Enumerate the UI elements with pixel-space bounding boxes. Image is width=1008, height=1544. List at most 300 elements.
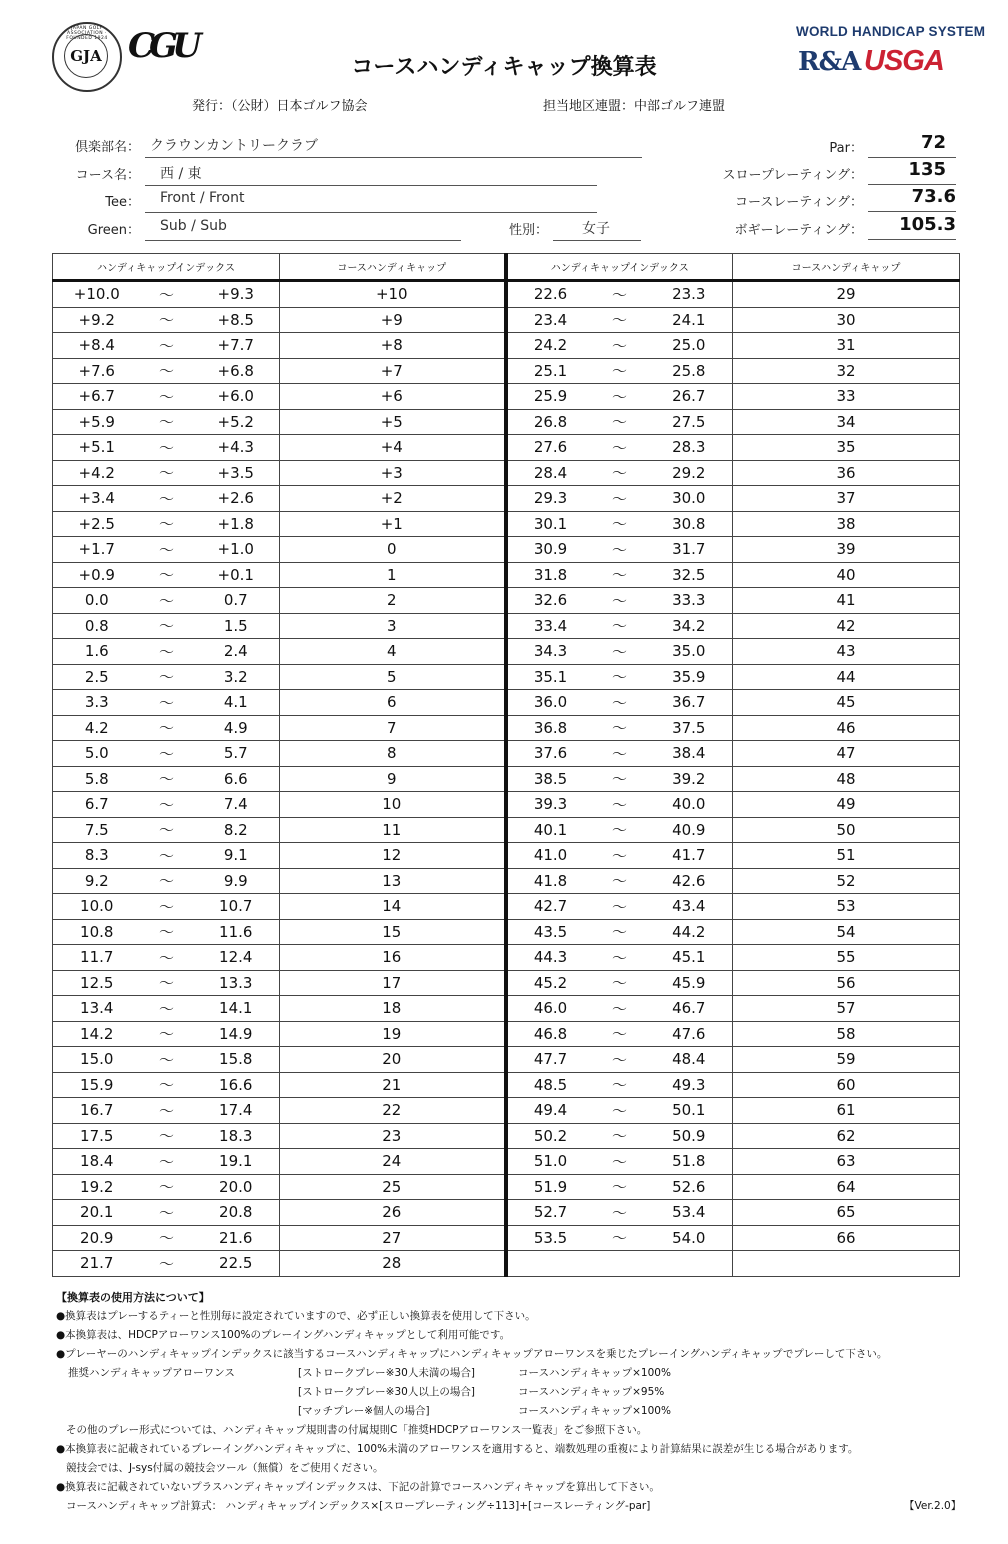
range-tilde: ～ — [141, 1200, 193, 1226]
range-tilde: ～ — [141, 1021, 193, 1047]
course-handicap: 4 — [280, 639, 506, 665]
course-handicap: 10 — [280, 792, 506, 818]
table-row — [53, 1225, 960, 1251]
index-from: 34.3 — [506, 639, 594, 665]
index-to: 11.6 — [193, 919, 280, 945]
region-federation: 担当地区連盟：中部ゴルフ連盟 — [543, 99, 726, 114]
index-to: 2.4 — [193, 639, 280, 665]
range-tilde: ～ — [141, 639, 193, 665]
course-handicap: 52 — [733, 868, 960, 894]
range-tilde: ～ — [141, 358, 193, 384]
index-to: 41.7 — [646, 843, 733, 869]
ra-logo: R&A — [798, 47, 861, 77]
table-row — [53, 511, 960, 537]
course-handicap: 48 — [733, 766, 960, 792]
par-underline — [868, 157, 956, 158]
index-to: 26.7 — [646, 384, 733, 410]
course-handicap: 26 — [280, 1200, 506, 1226]
range-tilde: ～ — [141, 817, 193, 843]
page-title: コースハンディキャップ換算表 — [351, 55, 657, 80]
index-to: 19.1 — [193, 1149, 280, 1175]
index-to: 40.9 — [646, 817, 733, 843]
range-tilde: ～ — [594, 588, 646, 614]
version-label: 【Ver.2.0】 — [904, 1500, 962, 1512]
index-from: 1.6 — [53, 639, 141, 665]
index-from: 21.7 — [53, 1251, 141, 1277]
index-to: 36.7 — [646, 690, 733, 716]
course-handicap: 66 — [733, 1225, 960, 1251]
index-from: 6.7 — [53, 792, 141, 818]
index-to: 18.3 — [193, 1123, 280, 1149]
table-row — [53, 537, 960, 563]
index-to: 16.6 — [193, 1072, 280, 1098]
index-from: 30.1 — [506, 511, 594, 537]
index-to: 53.4 — [646, 1200, 733, 1226]
index-to: 4.1 — [193, 690, 280, 716]
jga-ring-text: JAPAN GOLF ASSOCIATION · FOUNDED 1924 — [66, 26, 108, 41]
index-to: 39.2 — [646, 766, 733, 792]
course-handicap: 45 — [733, 690, 960, 716]
note-1: ●換算表はプレーするティーと性別毎に設定されていますので、必ず正しい換算表を使用して下さい。 — [56, 1310, 536, 1322]
range-tilde: ～ — [141, 894, 193, 920]
course-handicap: 56 — [733, 970, 960, 996]
range-tilde: ～ — [594, 690, 646, 716]
index-from: 48.5 — [506, 1072, 594, 1098]
index-to: 30.8 — [646, 511, 733, 537]
index-to: 34.2 — [646, 613, 733, 639]
range-tilde: ～ — [141, 868, 193, 894]
course-handicap: 19 — [280, 1021, 506, 1047]
course-handicap: 41 — [733, 588, 960, 614]
notes-heading: 【換算表の使用方法について】 — [56, 1291, 210, 1304]
index-to: 14.1 — [193, 996, 280, 1022]
course-handicap: 16 — [280, 945, 506, 971]
range-tilde: ～ — [594, 1021, 646, 1047]
range-tilde: ～ — [141, 690, 193, 716]
index-to: 3.2 — [193, 664, 280, 690]
course-handicap: 24 — [280, 1149, 506, 1175]
course-rating-value: 73.6 — [911, 186, 956, 207]
index-from: 42.7 — [506, 894, 594, 920]
allowance-value-3: コースハンディキャップ×100% — [518, 1405, 671, 1417]
course-handicap: 22 — [280, 1098, 506, 1124]
course-handicap: +1 — [280, 511, 506, 537]
course-handicap: 63 — [733, 1149, 960, 1175]
table-row — [53, 460, 960, 486]
index-to: 7.4 — [193, 792, 280, 818]
range-tilde: ～ — [594, 486, 646, 512]
index-to: 50.9 — [646, 1123, 733, 1149]
index-to: 50.1 — [646, 1098, 733, 1124]
index-to: +6.0 — [193, 384, 280, 410]
index-from: +6.7 — [53, 384, 141, 410]
index-from: 8.3 — [53, 843, 141, 869]
index-from: +8.4 — [53, 333, 141, 359]
index-to: 20.8 — [193, 1200, 280, 1226]
index-to: 37.5 — [646, 715, 733, 741]
conversion-table — [52, 253, 960, 1277]
index-from: 36.0 — [506, 690, 594, 716]
empty-cell — [506, 1251, 733, 1277]
range-tilde: ～ — [141, 562, 193, 588]
index-to: +4.3 — [193, 435, 280, 461]
range-tilde: ～ — [594, 511, 646, 537]
index-from: 5.0 — [53, 741, 141, 767]
range-tilde: ～ — [141, 919, 193, 945]
course-handicap: 23 — [280, 1123, 506, 1149]
course-rating-underline — [868, 211, 956, 212]
range-tilde: ～ — [141, 945, 193, 971]
index-from: 7.5 — [53, 817, 141, 843]
course-handicap: 49 — [733, 792, 960, 818]
range-tilde: ～ — [594, 537, 646, 563]
index-from: 10.0 — [53, 894, 141, 920]
publisher: 発行：（公財）日本ゴルフ協会 — [192, 99, 368, 114]
range-tilde: ～ — [594, 358, 646, 384]
table-row — [53, 945, 960, 971]
allowance-value-2: コースハンディキャップ×95% — [518, 1386, 665, 1398]
course-handicap: 8 — [280, 741, 506, 767]
range-tilde: ～ — [594, 562, 646, 588]
range-tilde: ～ — [141, 1072, 193, 1098]
course-handicap: 44 — [733, 664, 960, 690]
header-index-right: ハンディキャップインデックス — [506, 254, 733, 281]
course-handicap: 64 — [733, 1174, 960, 1200]
course-handicap: 53 — [733, 894, 960, 920]
index-to: 25.8 — [646, 358, 733, 384]
index-from: 11.7 — [53, 945, 141, 971]
index-from: 23.4 — [506, 307, 594, 333]
index-to: 35.9 — [646, 664, 733, 690]
range-tilde: ～ — [594, 945, 646, 971]
table-row — [53, 588, 960, 614]
range-tilde: ～ — [594, 1123, 646, 1149]
index-to: 9.9 — [193, 868, 280, 894]
tee-label: Tee： — [105, 195, 140, 210]
range-tilde: ～ — [594, 281, 646, 308]
green-underline — [145, 240, 461, 241]
range-tilde: ～ — [141, 307, 193, 333]
index-from: 0.0 — [53, 588, 141, 614]
range-tilde: ～ — [141, 511, 193, 537]
index-to: 40.0 — [646, 792, 733, 818]
table-row — [53, 843, 960, 869]
course-handicap: +6 — [280, 384, 506, 410]
table-row — [53, 307, 960, 333]
club-label: 倶楽部名： — [74, 140, 140, 155]
course-handicap: 30 — [733, 307, 960, 333]
course-handicap: 2 — [280, 588, 506, 614]
index-to: 14.9 — [193, 1021, 280, 1047]
index-from: 45.2 — [506, 970, 594, 996]
usage-notes — [56, 1288, 956, 1516]
range-tilde: ～ — [594, 715, 646, 741]
course-handicap: 7 — [280, 715, 506, 741]
gender-label: 性別： — [508, 223, 548, 238]
index-from: 16.7 — [53, 1098, 141, 1124]
index-from: 13.4 — [53, 996, 141, 1022]
allowance-format-2: [ストロークプレー※30人以上の場合] — [298, 1386, 475, 1398]
index-from: 28.4 — [506, 460, 594, 486]
table-row — [53, 996, 960, 1022]
course-handicap: 21 — [280, 1072, 506, 1098]
range-tilde: ～ — [594, 1072, 646, 1098]
range-tilde: ～ — [594, 741, 646, 767]
index-to: +9.3 — [193, 281, 280, 308]
index-to: 31.7 — [646, 537, 733, 563]
table-row — [53, 1047, 960, 1073]
course-handicap: 46 — [733, 715, 960, 741]
index-from: +9.2 — [53, 307, 141, 333]
course-handicap: 27 — [280, 1225, 506, 1251]
index-from: +5.1 — [53, 435, 141, 461]
green-label: Green： — [87, 223, 140, 238]
range-tilde: ～ — [594, 1149, 646, 1175]
index-from: 49.4 — [506, 1098, 594, 1124]
course-handicap: 18 — [280, 996, 506, 1022]
table-row — [53, 435, 960, 461]
table-row — [53, 1149, 960, 1175]
course-handicap: 39 — [733, 537, 960, 563]
index-to: 12.4 — [193, 945, 280, 971]
slope-label: スロープレーティング： — [722, 168, 863, 183]
green-value: Sub / Sub — [160, 218, 227, 234]
table-row — [53, 664, 960, 690]
tee-value: Front / Front — [160, 190, 245, 206]
course-handicap: +9 — [280, 307, 506, 333]
index-to: 30.0 — [646, 486, 733, 512]
course-handicap: 65 — [733, 1200, 960, 1226]
range-tilde: ～ — [141, 613, 193, 639]
note-3: ●プレーヤーのハンディキャップインデックスに該当するコースハンディキャップにハンディキャップアローワンスを乗じたプレーイングハンディキャップでプレーして下さい。 — [56, 1348, 888, 1360]
table-row — [53, 1098, 960, 1124]
index-from: 51.0 — [506, 1149, 594, 1175]
range-tilde: ～ — [141, 1123, 193, 1149]
index-to: 45.9 — [646, 970, 733, 996]
gender-value: 女子 — [582, 221, 610, 237]
range-tilde: ～ — [594, 384, 646, 410]
index-from: +2.5 — [53, 511, 141, 537]
index-to: 29.2 — [646, 460, 733, 486]
index-to: 35.0 — [646, 639, 733, 665]
index-to: 54.0 — [646, 1225, 733, 1251]
course-handicap: 51 — [733, 843, 960, 869]
index-to: +6.8 — [193, 358, 280, 384]
index-to: +1.8 — [193, 511, 280, 537]
index-to: 24.1 — [646, 307, 733, 333]
range-tilde: ～ — [594, 843, 646, 869]
table-row — [53, 639, 960, 665]
par-label: Par： — [829, 141, 863, 156]
index-from: 53.5 — [506, 1225, 594, 1251]
table-row — [53, 690, 960, 716]
index-from: 41.8 — [506, 868, 594, 894]
index-from: +5.9 — [53, 409, 141, 435]
index-from: 15.9 — [53, 1072, 141, 1098]
index-from: 18.4 — [53, 1149, 141, 1175]
range-tilde: ～ — [594, 792, 646, 818]
range-tilde: ～ — [141, 486, 193, 512]
index-to: +1.0 — [193, 537, 280, 563]
table-row — [53, 1021, 960, 1047]
index-from: 47.7 — [506, 1047, 594, 1073]
index-from: 20.9 — [53, 1225, 141, 1251]
course-rating-label: コースレーティング： — [734, 195, 863, 210]
index-to: 38.4 — [646, 741, 733, 767]
index-from: 25.1 — [506, 358, 594, 384]
table-row — [53, 792, 960, 818]
tee-underline — [145, 212, 597, 213]
index-to: 17.4 — [193, 1098, 280, 1124]
table-row — [53, 970, 960, 996]
index-to: 25.0 — [646, 333, 733, 359]
course-handicap: 57 — [733, 996, 960, 1022]
index-to: 47.6 — [646, 1021, 733, 1047]
club-underline — [145, 157, 642, 158]
course-handicap: 42 — [733, 613, 960, 639]
table-row — [53, 409, 960, 435]
range-tilde: ～ — [141, 970, 193, 996]
range-tilde: ～ — [594, 435, 646, 461]
index-from: 12.5 — [53, 970, 141, 996]
course-handicap: +5 — [280, 409, 506, 435]
index-to: 48.4 — [646, 1047, 733, 1073]
table-row — [53, 486, 960, 512]
index-to: 0.7 — [193, 588, 280, 614]
course-handicap: 0 — [280, 537, 506, 563]
note-8: コースハンディキャップ計算式： ハンディキャップインデックス×[スロープレーティング÷113]+[コースレーティング-par] — [66, 1500, 651, 1512]
index-from: 30.9 — [506, 537, 594, 563]
par-value: 72 — [920, 132, 946, 153]
table-row — [53, 1174, 960, 1200]
course-handicap: 13 — [280, 868, 506, 894]
index-to: 51.8 — [646, 1149, 733, 1175]
range-tilde: ～ — [141, 996, 193, 1022]
range-tilde: ～ — [594, 868, 646, 894]
course-handicap: 55 — [733, 945, 960, 971]
course-handicap: 33 — [733, 384, 960, 410]
index-from: 0.8 — [53, 613, 141, 639]
allowance-row-3 — [56, 1402, 956, 1421]
table-row — [53, 384, 960, 410]
index-from: +3.4 — [53, 486, 141, 512]
cgu-logo: CGU — [128, 26, 196, 66]
index-to: +0.1 — [193, 562, 280, 588]
index-from: 14.2 — [53, 1021, 141, 1047]
index-to: 1.5 — [193, 613, 280, 639]
index-from: +4.2 — [53, 460, 141, 486]
range-tilde: ～ — [141, 384, 193, 410]
course-handicap: 38 — [733, 511, 960, 537]
course-handicap: +7 — [280, 358, 506, 384]
slope-value: 135 — [908, 159, 946, 180]
index-from: 46.8 — [506, 1021, 594, 1047]
range-tilde: ～ — [141, 1047, 193, 1073]
index-to: 22.5 — [193, 1251, 280, 1277]
index-from: 38.5 — [506, 766, 594, 792]
index-to: 43.4 — [646, 894, 733, 920]
range-tilde: ～ — [594, 409, 646, 435]
course-handicap: 60 — [733, 1072, 960, 1098]
course-name: 西 / 東 — [160, 166, 202, 182]
course-handicap: 36 — [733, 460, 960, 486]
header-index-left: ハンディキャップインデックス — [53, 254, 280, 281]
jga-monogram: GJA — [64, 34, 108, 78]
bogey-value: 105.3 — [899, 214, 956, 235]
index-from: +0.9 — [53, 562, 141, 588]
range-tilde: ～ — [594, 817, 646, 843]
course-handicap: +2 — [280, 486, 506, 512]
gender-underline — [553, 240, 641, 241]
course-handicap: 62 — [733, 1123, 960, 1149]
index-to: +5.2 — [193, 409, 280, 435]
range-tilde: ～ — [141, 588, 193, 614]
index-to: 15.8 — [193, 1047, 280, 1073]
index-from: 43.5 — [506, 919, 594, 945]
index-from: 51.9 — [506, 1174, 594, 1200]
course-handicap: 28 — [280, 1251, 506, 1277]
allowance-format-3: [マッチプレー※個人の場合] — [298, 1405, 430, 1417]
index-from: +10.0 — [53, 281, 141, 308]
index-to: 28.3 — [646, 435, 733, 461]
whs-logo-text: WORLD HANDICAP SYSTEM — [796, 24, 986, 39]
course-handicap: +8 — [280, 333, 506, 359]
range-tilde: ～ — [594, 919, 646, 945]
course-handicap: 61 — [733, 1098, 960, 1124]
course-handicap: 17 — [280, 970, 506, 996]
header-ch-right: コースハンディキャップ — [733, 254, 960, 281]
range-tilde: ～ — [594, 1098, 646, 1124]
table-row — [53, 613, 960, 639]
range-tilde: ～ — [141, 664, 193, 690]
index-from: 17.5 — [53, 1123, 141, 1149]
index-to: 8.2 — [193, 817, 280, 843]
course-label: コース名： — [75, 168, 140, 183]
index-from: 2.5 — [53, 664, 141, 690]
slope-underline — [868, 184, 956, 185]
index-from: 5.8 — [53, 766, 141, 792]
index-from: 22.6 — [506, 281, 594, 308]
index-to: 21.6 — [193, 1225, 280, 1251]
course-handicap: 1 — [280, 562, 506, 588]
index-to: 10.7 — [193, 894, 280, 920]
index-to: +7.7 — [193, 333, 280, 359]
course-underline — [145, 185, 597, 186]
table-row — [53, 333, 960, 359]
table-row — [53, 715, 960, 741]
note-4: その他のプレー形式については、ハンディキャップ規則書の付属規則C「推奨HDCPアローワンス一覧表」をご参照下さい。 — [66, 1424, 648, 1436]
index-from: 4.2 — [53, 715, 141, 741]
range-tilde: ～ — [594, 307, 646, 333]
index-from: 27.6 — [506, 435, 594, 461]
range-tilde: ～ — [594, 970, 646, 996]
table-row — [53, 919, 960, 945]
course-handicap: 6 — [280, 690, 506, 716]
index-from: 52.7 — [506, 1200, 594, 1226]
course-handicap: 15 — [280, 919, 506, 945]
index-from: 29.3 — [506, 486, 594, 512]
course-handicap: 31 — [733, 333, 960, 359]
range-tilde: ～ — [594, 613, 646, 639]
table-header-row — [53, 254, 960, 281]
allowance-format-1: [ストロークプレー※30人未満の場合] — [298, 1367, 475, 1379]
course-handicap: +3 — [280, 460, 506, 486]
course-handicap: 12 — [280, 843, 506, 869]
index-to: 4.9 — [193, 715, 280, 741]
range-tilde: ～ — [141, 1251, 193, 1277]
index-to: 6.6 — [193, 766, 280, 792]
index-from: +1.7 — [53, 537, 141, 563]
